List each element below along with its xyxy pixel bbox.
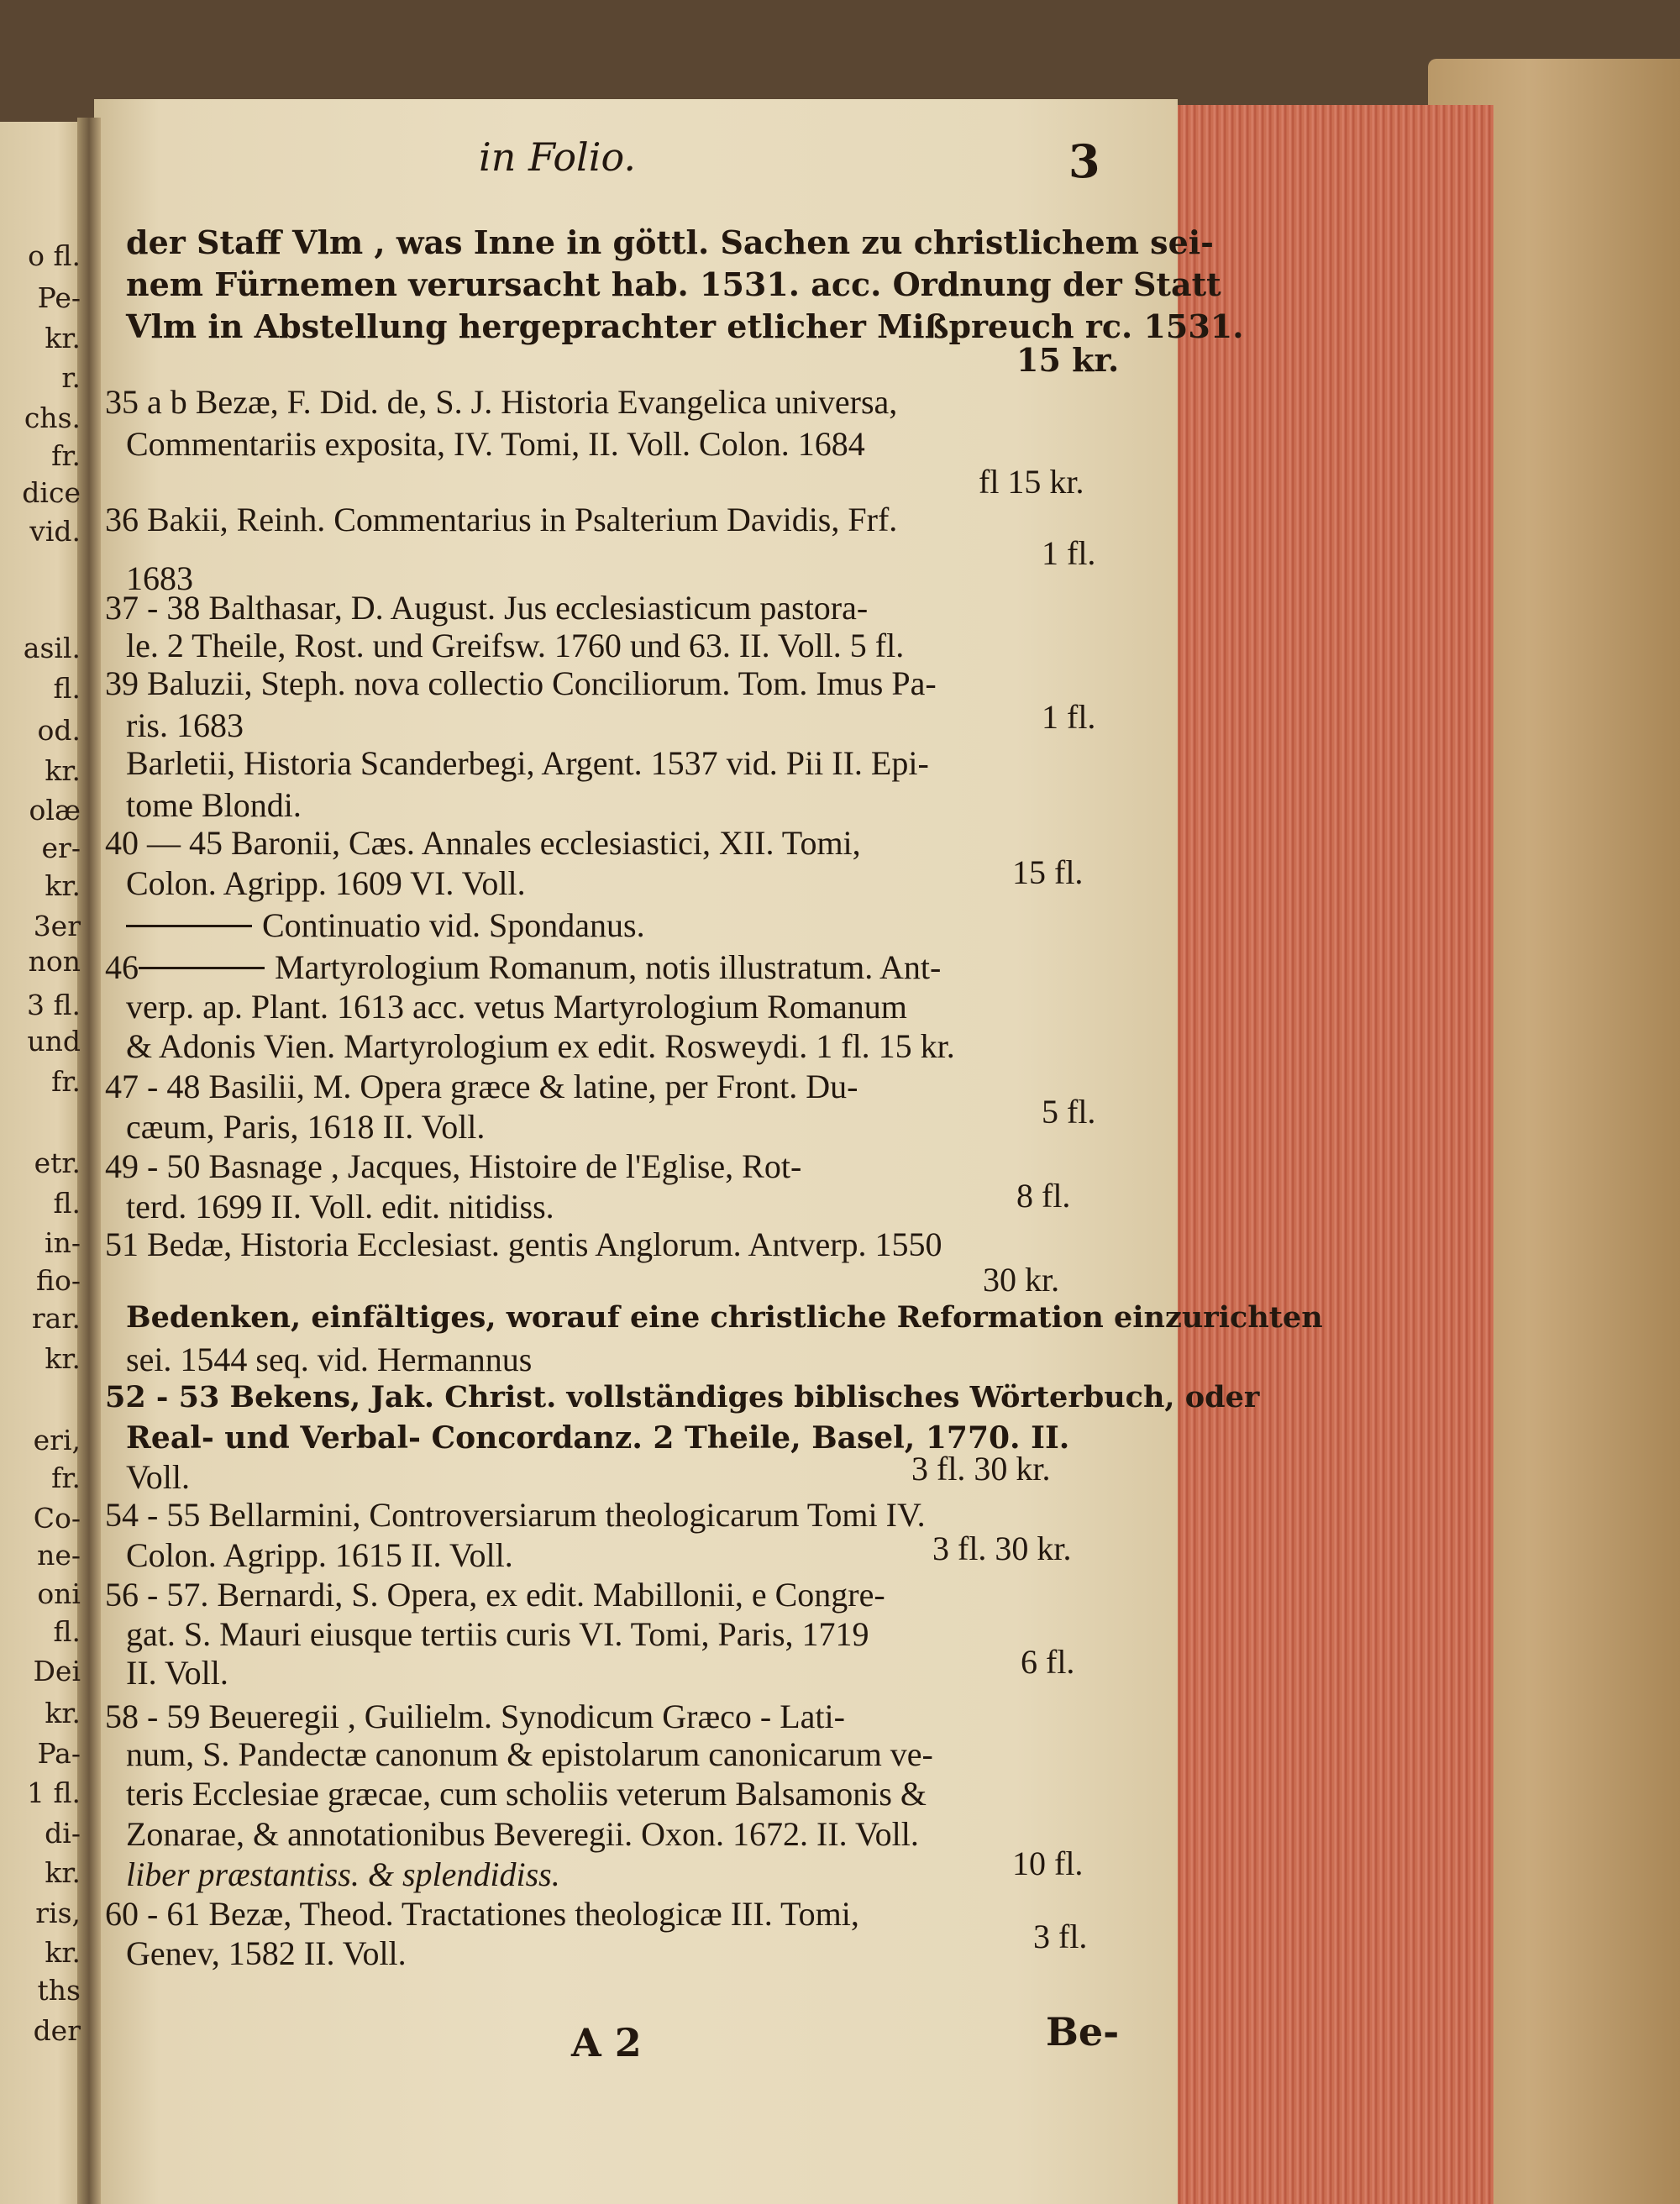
text-line: 56 - 57. Bernardi, S. Opera, ex edit. Mabillonii, e Congre- [105,1576,885,1614]
left-fragment: fr. [51,1461,81,1494]
left-fragment: kr. [45,869,81,902]
left-fragment: fio- [35,1264,81,1297]
text-line: teris Ecclesiae græcae, cum scholiis veterum Balsamonis & [126,1775,927,1813]
text-line: tome Blondi. [126,786,302,824]
text-line: 37 - 38 Balthasar, D. August. Jus ecclesiasticum pastora- [105,589,869,627]
entry-number: 46 [105,948,139,986]
left-fragment: ths [37,1974,81,2007]
text-line: 39 Baluzii, Steph. nova collectio Conciliorum. Tom. Imus Pa- [105,664,937,702]
left-fragment: Dei [33,1655,81,1687]
left-fragment: o fl. [28,239,81,272]
text-line: Vlm in Abstellung hergeprachter etlicher Mißpreuch rc. 1531. [126,307,1244,345]
left-fragment: er- [41,832,81,864]
text-line: 35 a b Bezæ, F. Did. de, S. J. Historia Evangelica universa, [105,383,898,421]
left-fragment: der [33,2014,81,2047]
text-line: 30 kr. [983,1261,1060,1299]
left-fragment: Pe- [37,281,81,314]
text-line [126,905,645,946]
left-fragment: dice [22,476,81,509]
left-page-margin-text [0,0,82,2204]
left-fragment: fl. [53,672,81,705]
left-fragment: kr. [45,322,81,354]
page-number: 3 [1068,134,1100,188]
text-line: liber præstantiss. & splendidiss. [126,1855,560,1893]
left-fragment: fr. [51,439,81,472]
text-line: 1 fl. [1042,534,1096,572]
left-fragment: kr. [45,1856,81,1889]
text-line: cæum, Paris, 1618 II. Voll. [126,1108,486,1146]
left-fragment: od. [37,714,81,747]
text-line: 5 fl. [1042,1093,1096,1131]
left-fragment: kr. [45,754,81,787]
text-line: Real- und Verbal- Concordanz. 2 Theile, Basel, 1770. II. [126,1420,1070,1456]
text-line: 54 - 55 Bellarmini, Controversiarum theologicarum Tomi IV. [105,1496,926,1534]
left-fragment: rar. [31,1302,81,1335]
text-line: 15 fl. [1012,853,1084,891]
text-line: 49 - 50 Basnage , Jacques, Histoire de l'Eglise, Rot- [105,1147,802,1185]
text-line: le. 2 Theile, Rost. und Greifsw. 1760 und 63. II. Voll. 5 fl. [126,627,905,664]
text-line: 8 fl. [1016,1177,1071,1215]
left-fragment: asil. [23,632,81,664]
left-fragment: fr. [51,1065,81,1098]
text-line: Commentariis exposita, IV. Tomi, II. Voll. Colon. 1684 [126,425,865,463]
left-fragment: etr. [34,1147,81,1179]
text-line: sei. 1544 seq. vid. Hermannus [126,1341,533,1378]
left-fragment: vid. [29,515,81,548]
left-fragment: ris, [35,1897,81,1929]
text-line: 58 - 59 Beueregii , Guilielm. Synodicum Græco - Lati- [105,1698,845,1735]
text-line: II. Voll. [126,1654,228,1692]
text-line: Barletii, Historia Scanderbegi, Argent. 1537 vid. Pii II. Epi- [126,744,929,782]
text-line: Colon. Agripp. 1615 II. Voll. [126,1536,513,1574]
text-line: der Staff Vlm , was Inne in göttl. Sachen zu christlichem sei- [126,223,1214,261]
text-line: 51 Bedæ, Historia Ecclesiast. gentis Anglorum. Antverp. 1550 [105,1225,942,1263]
text-line: verp. ap. Plant. 1613 acc. vetus Martyrologium Romanum [126,988,907,1026]
text-line: nem Fürnemen verursacht hab. 1531. acc. Ordnung der Statt [126,265,1221,303]
continuation-note: Continuatio vid. Spondanus. [262,906,645,944]
left-fragment: eri, [33,1424,81,1456]
text-line: 6 fl. [1021,1643,1075,1681]
left-fragment: fl. [53,1615,81,1648]
text-line: 52 - 53 Bekens, Jak. Christ. vollständiges biblisches Wörterbuch, oder [105,1380,1260,1414]
text-line: 60 - 61 Bezæ, Theod. Tractationes theologicæ III. Tomi, [105,1895,859,1933]
ditto-rule [139,967,265,969]
text-line: 1 fl. [1042,698,1096,736]
signature-mark: A 2 [571,2020,642,2065]
left-fragment: in- [45,1226,81,1259]
text-line: 47 - 48 Basilii, M. Opera græce & latine, per Front. Du- [105,1068,858,1105]
text-line: 40 — 45 Baronii, Cæs. Annales ecclesiastici, XII. Tomi, [105,824,861,862]
running-title: in Folio. [479,134,636,180]
left-fragment: 3 fl. [27,989,81,1021]
text-line: Voll. [126,1458,190,1496]
left-fragment: und [27,1025,81,1057]
text-line: num, S. Pandectæ canonum & epistolarum canonicarum ve- [126,1735,933,1773]
left-fragment: ne- [37,1539,81,1572]
text-line: Genev, 1582 II. Voll. [126,1934,407,1972]
text-line: & Adonis Vien. Martyrologium ex edit. Rosweydi. 1 fl. 15 kr. [126,1027,955,1065]
text-line [105,947,941,988]
text-line: ris. 1683 [126,706,244,744]
text-line: Colon. Agripp. 1609 VI. Voll. [126,864,526,902]
text-line: fl 15 kr. [979,463,1084,501]
ditto-rule [126,925,252,927]
text-line: terd. 1699 II. Voll. edit. nitidiss. [126,1188,554,1225]
text-line: 10 fl. [1012,1845,1084,1882]
left-fragment: kr. [45,1342,81,1375]
left-fragment: non [28,945,81,978]
left-fragment: 1 fl. [27,1776,81,1809]
text-line: Bedenken, einfältiges, worauf eine christliche Reformation einzurichten [126,1300,1323,1335]
catchword: Be- [1046,2009,1120,2054]
left-fragment: 3er [33,910,81,942]
left-fragment: fl. [53,1187,81,1220]
left-fragment: kr. [45,1697,81,1729]
left-fragment: r. [61,361,81,394]
left-fragment: Co- [33,1502,81,1535]
entry-title: Martyrologium Romanum, notis illustratum. Ant- [275,948,942,986]
text-line: Zonarae, & annotationibus Beveregii. Oxon. 1672. II. Voll. [126,1815,919,1853]
text-line: 3 fl. 30 kr. [911,1450,1051,1488]
text-line: 1683 [126,559,193,597]
text-line: 15 kr. [1016,341,1120,379]
text-line: 3 fl. [1033,1918,1088,1955]
left-fragment: kr. [45,1936,81,1969]
left-fragment: oni [37,1577,81,1610]
red-page-edges [1172,105,1494,2204]
left-fragment: olæ [29,794,81,826]
text-line: gat. S. Mauri eiusque tertiis curis VI. Tomi, Paris, 1719 [126,1615,869,1653]
left-fragment: chs. [24,401,81,434]
left-fragment: di- [45,1817,81,1850]
text-line: 3 fl. 30 kr. [932,1530,1072,1567]
text-line: 36 Bakii, Reinh. Commentarius in Psalterium Davidis, Frf. [105,501,898,538]
left-fragment: Pa- [37,1737,81,1770]
